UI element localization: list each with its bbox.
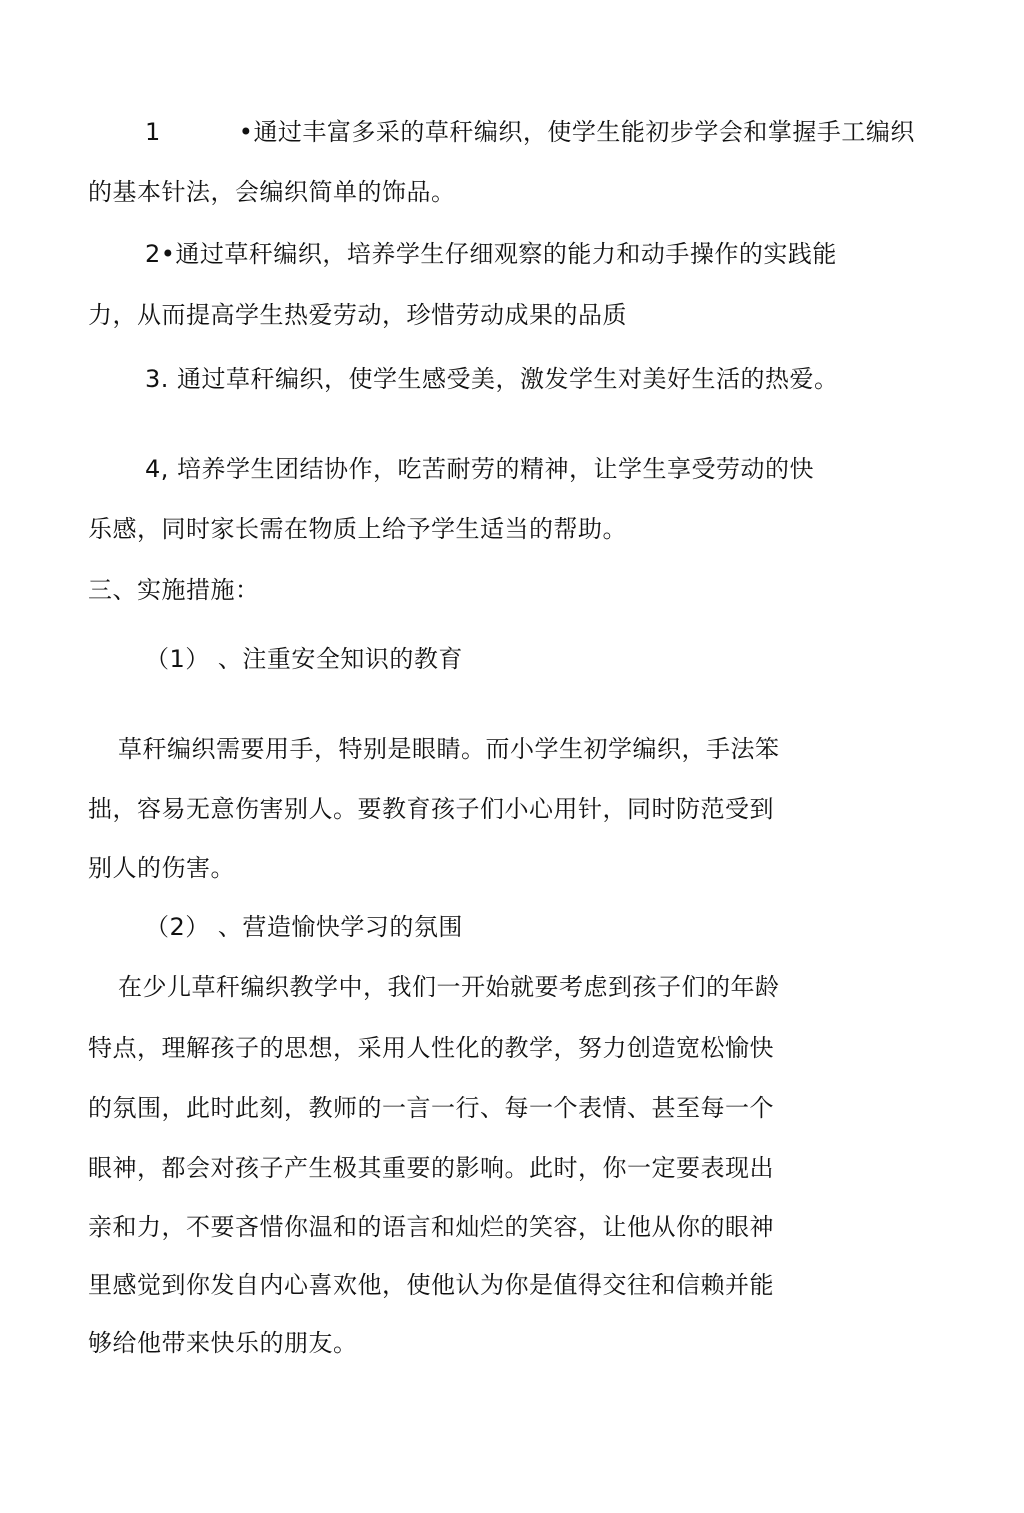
objective-4-line-1: 4, 培养学生团结协作，吃苦耐劳的精神，让学生享受劳动的快 — [145, 455, 815, 483]
objective-1-line-2: 的基本针法，会编织简单的饰品。 — [88, 178, 456, 206]
measure-2-para-line-7: 够给他带来快乐的朋友。 — [88, 1329, 358, 1357]
measure-2-para-line-6: 里感觉到你发自内心喜欢他，使他认为你是值得交往和信赖并能 — [88, 1271, 774, 1299]
measure-2-para-line-2: 特点，理解孩子的思想，采用人性化的教学，努力创造宽松愉快 — [88, 1034, 774, 1062]
objective-1-text: •通过丰富多采的草秆编织，使学生能初步学会和掌握手工编织 — [238, 118, 915, 146]
measure-1-title: （1） 、注重安全知识的教育 — [145, 645, 463, 673]
measure-1-para-line-2: 拙，容易无意伤害别人。要教育孩子们小心用针，同时防范受到 — [88, 795, 774, 823]
measure-2-para-line-5: 亲和力，不要吝惜你温和的语言和灿烂的笑容，让他从你的眼神 — [88, 1213, 774, 1241]
objective-4-line-2: 乐感，同时家长需在物质上给予学生适当的帮助。 — [88, 515, 627, 543]
measure-1-para-line-1: 草秆编织需要用手，特别是眼睛。而小学生初学编织，手法笨 — [118, 735, 780, 763]
measure-2-para-line-1: 在少儿草秆编织教学中，我们一开始就要考虑到孩子们的年龄 — [118, 973, 780, 1001]
objective-2-line-1: 2•通过草秆编织，培养学生仔细观察的能力和动手操作的实践能 — [145, 240, 837, 268]
measure-2-title: （2） 、营造愉快学习的氛围 — [145, 913, 463, 941]
objective-3-line-1: 3. 通过草秆编织，使学生感受美，激发学生对美好生活的热爱。 — [145, 365, 839, 393]
section-heading: 三、实施措施： — [88, 576, 260, 604]
measure-1-para-line-3: 别人的伤害。 — [88, 854, 235, 882]
objective-2-line-2: 力，从而提高学生热爱劳动，珍惜劳动成果的品质 — [88, 301, 627, 329]
measure-2-para-line-4: 眼神，都会对孩子产生极其重要的影响。此时，你一定要表现出 — [88, 1154, 774, 1182]
measure-2-para-line-3: 的氛围，此时此刻，教师的一言一行、每一个表情、甚至每一个 — [88, 1094, 774, 1122]
objective-1-line-1 — [145, 117, 915, 147]
objective-1-number: 1 — [145, 118, 161, 146]
